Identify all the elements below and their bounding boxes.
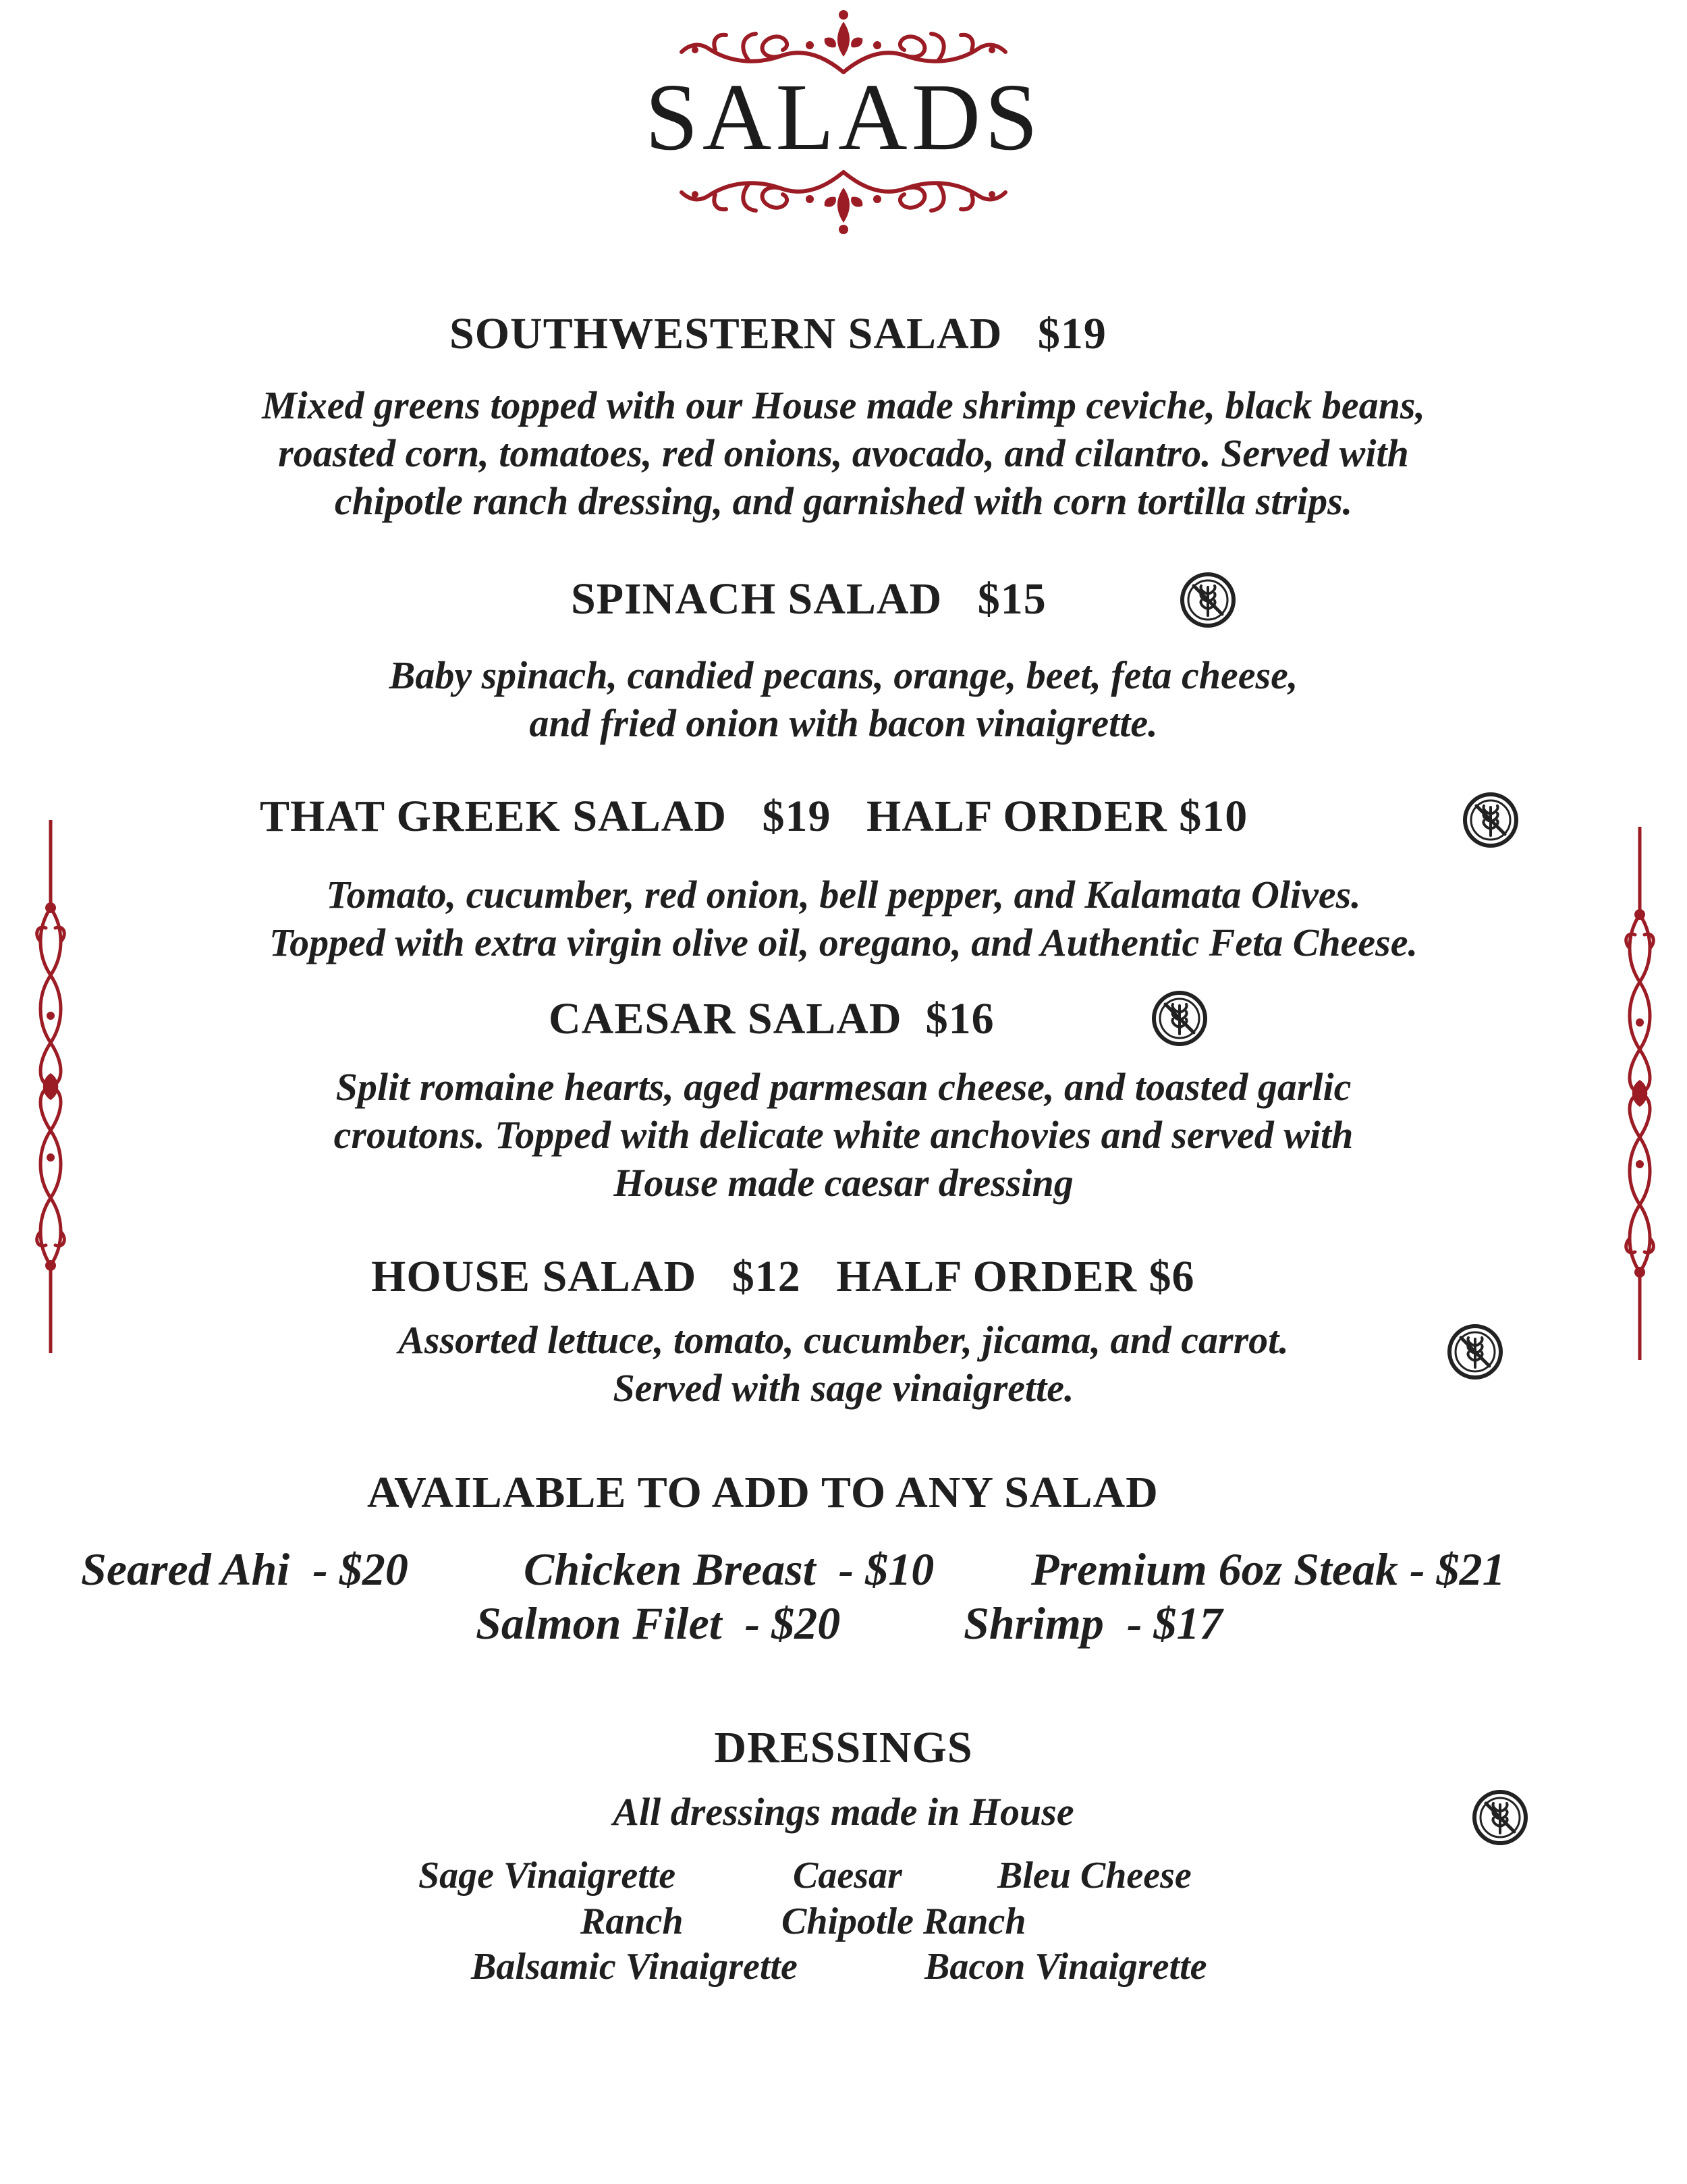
dressing-item: Ranch <box>580 1901 684 1942</box>
description-line: chipotle ranch dressing, and garnished with corn tortilla strips. <box>334 479 1353 523</box>
bottom-ornament-icon <box>675 162 1012 236</box>
dressing-item: Balsamic Vinaigrette <box>471 1946 798 1988</box>
menu-item-description <box>0 651 1687 747</box>
menu-item-description <box>0 1063 1687 1207</box>
gluten-free-icon <box>1471 1789 1529 1847</box>
dressing-item: Caesar <box>793 1855 902 1896</box>
menu-item-title: CAESAR SALAD $16 <box>549 994 995 1043</box>
description-line: Tomato, cucumber, red onion, bell pepper, and Kalamata Olives. <box>326 873 1361 917</box>
description-line: Split romaine hearts, aged parmesan cheese, and toasted garlic <box>335 1065 1352 1109</box>
addons-heading: AVAILABLE TO ADD TO ANY SALAD <box>367 1468 1159 1517</box>
gluten-free-icon <box>1446 1323 1504 1381</box>
dressing-item: Bleu Cheese <box>997 1855 1192 1896</box>
description-line: Topped with extra virgin olive oil, oregano, and Authentic Feta Cheese. <box>269 921 1418 964</box>
addon-item: Salmon Filet - $20 <box>476 1598 841 1649</box>
addon-item: Premium 6oz Steak - $21 <box>1031 1544 1505 1595</box>
dressing-item: Bacon Vinaigrette <box>924 1946 1207 1988</box>
description-line: Served with sage vinaigrette. <box>613 1366 1074 1410</box>
dressing-item: Sage Vinaigrette <box>418 1855 676 1896</box>
menu-item-title: SPINACH SALAD $15 <box>571 574 1047 624</box>
description-line: Mixed greens topped with our House made shrimp ceviche, black beans, <box>262 383 1425 427</box>
addon-item: Shrimp - $17 <box>964 1598 1223 1649</box>
description-line: roasted corn, tomatoes, red onions, avocado, and cilantro. Served with <box>278 431 1409 475</box>
description-line: House made caesar dressing <box>613 1161 1074 1205</box>
page-title: SALADS <box>644 63 1043 170</box>
gluten-free-icon <box>1179 571 1237 629</box>
description-line: Baby spinach, candied pecans, orange, beet, feta cheese, <box>389 653 1298 697</box>
menu-item-description <box>0 381 1687 525</box>
dressing-item: Chipotle Ranch <box>781 1901 1026 1942</box>
gluten-free-icon <box>1462 791 1520 849</box>
description-line: croutons. Topped with delicate white anchovies and served with <box>333 1113 1354 1157</box>
addon-item: Seared Ahi - $20 <box>81 1544 408 1595</box>
addon-item: Chicken Breast - $10 <box>524 1544 935 1595</box>
menu-item-title: SOUTHWESTERN SALAD $19 <box>449 309 1107 358</box>
description-line: and fried onion with bacon vinaigrette. <box>529 701 1158 745</box>
menu-item-description <box>0 871 1687 966</box>
menu-item-title: HOUSE SALAD $12 HALF ORDER $6 <box>371 1252 1195 1301</box>
dressings-heading: DRESSINGS <box>714 1723 973 1772</box>
description-line: Assorted lettuce, tomato, cucumber, jicama, and carrot. <box>398 1318 1289 1362</box>
dressings-subheading: All dressings made in House <box>613 1790 1074 1834</box>
gluten-free-icon <box>1151 989 1209 1047</box>
menu-item-description <box>0 1316 1687 1412</box>
menu-item-title: THAT GREEK SALAD $19 HALF ORDER $10 <box>260 792 1248 841</box>
